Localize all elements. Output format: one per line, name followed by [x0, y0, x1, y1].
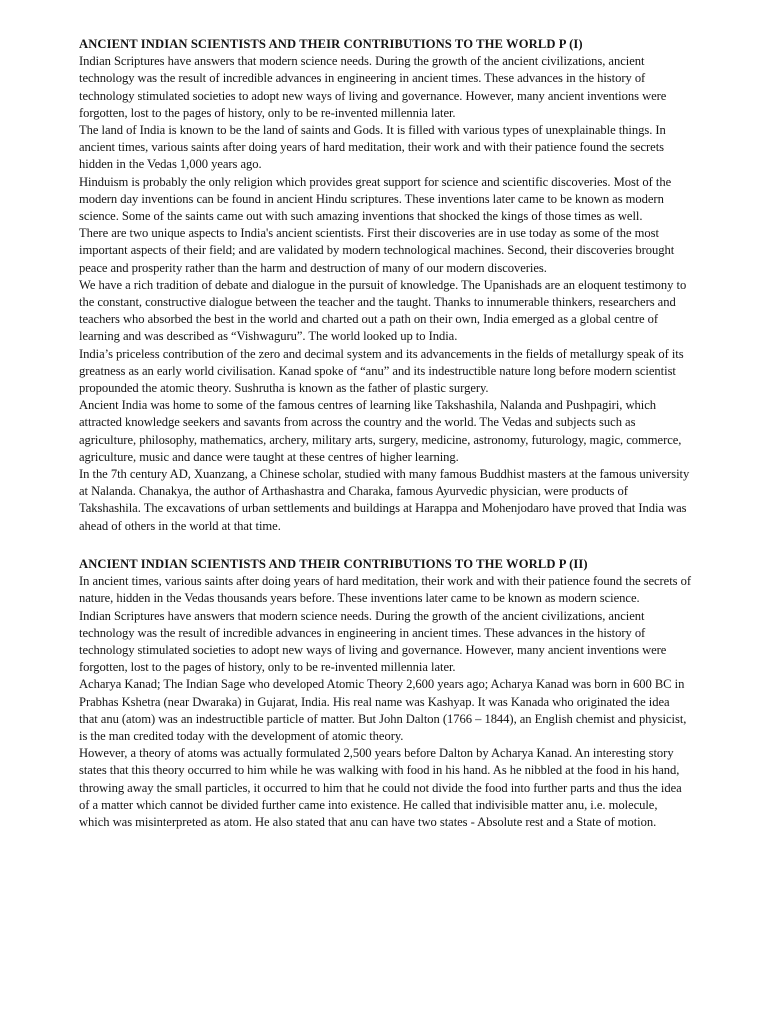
document-page: [79, 36, 691, 831]
section-title: ANCIENT INDIAN SCIENTISTS AND THEIR CONTRIBUTIONS TO THE WORLD P (II): [79, 556, 588, 571]
paragraph: Indian Scriptures have answers that modern science needs. During the growth of the ancient civilizations, ancient technology was the result of incredible advances in engineering in ancient times. These advances in the history of technology stimulated societies to adopt new ways of living and governance. However, many ancient inventions were forgotten, lost to the pages of history, only to be re-invented millennia later.: [79, 608, 667, 675]
section-part-2: [79, 556, 691, 831]
paragraph: Acharya Kanad; The Indian Sage who developed Atomic Theory 2,600 years ago; Acharya Kanad was born in 600 BC in Prabhas Kshetra (near Dwaraka) in Gujarat, India. His real name was Kashyap. It was Kanada who originated the idea that anu (atom) was an indestructible particle of matter. But John Dalton (1766 – 1844), an English chemist and physicist, is the man credited today with the development of atomic theory.: [79, 677, 687, 743]
paragraph: Indian Scriptures have answers that modern science needs. During the growth of the ancient civilizations, ancient technology was the result of incredible advances in engineering in ancient times. These advances in the history of technology stimulated societies to adopt new ways of living and governance. However, many ancient inventions were forgotten, lost to the pages of history, only to be re-invented millennia later.: [79, 54, 667, 120]
paragraph: There are two unique aspects to India's ancient scientists. First their discoveries are in use today as some of the most important aspects of their field; and are validated by modern technological machines. Second, their discoveries brought peace and prosperity rather than the harm and destruction of many of our modern discoveries.: [79, 226, 675, 275]
paragraph: The land of India is known to be the land of saints and Gods. It is filled with various types of unexplainable things. In ancient times, various saints after doing years of hard meditation, their work and with their patience found the secrets hidden in the Vedas 1,000 years ago.: [79, 123, 666, 172]
paragraph: We have a rich tradition of debate and dialogue in the pursuit of knowledge. The Upanishads are an eloquent testimony to the constant, constructive dialogue between the teacher and the taught. Thanks to innumerable thinkers, researchers and teachers who absorbed the best in the world and charted out a path on their own, India emerged as a global centre of learning and was described as “Vishwaguru”. The world looked up to India.: [79, 277, 687, 344]
paragraph: Ancient India was home to some of the famous centres of learning like Takshashila, Nalanda and Pushpagiri, which attracted knowledge seekers and savants from across the country and the world. The Vedas and subjects such as agriculture, philosophy, mathematics, archery, military arts, surgery, medicine, astronomy, futurology, magic, commerce, agriculture, music and dance were taught at these centres of higher learning.: [79, 398, 682, 464]
section-part-1: [79, 36, 691, 535]
paragraph: In the 7th century AD, Xuanzang, a Chinese scholar, studied with many famous Buddhist masters at the famous university at Nalanda. Chanakya, the author of Arthashastra and Charaka, famous Ayurvedic physician, were products of Takshashila. The excavations of urban settlements and buildings at Harappa and Mohenjodaro have proved that India was ahead of others in the world at that time.: [79, 467, 690, 533]
paragraph: However, a theory of atoms was actually formulated 2,500 years before Dalton by Acharya Kanad. An interesting story states that this theory occurred to him while he was walking with food in his hand. As he nibbled at the food in his hand, throwing away the small particles, it occurred to him that he could not divide the food into further parts and thus the idea of a matter which cannot be divided further came into existence. He called that indivisible matter anu, i.e. molecule, which was misinterpreted as atom. He also stated that anu can have two states - Absolute rest and a State of motion.: [79, 746, 682, 829]
paragraph: In ancient times, various saints after doing years of hard meditation, their work and with their patience found the secrets of nature, hidden in the Vedas thousands years before. These inventions later came to be known as modern science.: [79, 574, 692, 606]
paragraph: Hinduism is probably the only religion which provides great support for science and scientific discoveries. Most of the modern day inventions can be found in ancient Hindu scriptures. These inventions later came to be known as modern science. Some of the saints came out with such amazing inventions that shocked the kings of those times as well.: [79, 174, 672, 224]
paragraph: India’s priceless contribution of the zero and decimal system and its advancements in the fields of metallurgy speak of its greatness as an early world civilisation. Kanad spoke of “anu” and its indestructible nature long before modern scientist propounded the atomic theory. Sushrutha is known as the father of plastic surgery.: [79, 346, 684, 396]
section-title: ANCIENT INDIAN SCIENTISTS AND THEIR CONTRIBUTIONS TO THE WORLD P (I): [79, 37, 583, 51]
